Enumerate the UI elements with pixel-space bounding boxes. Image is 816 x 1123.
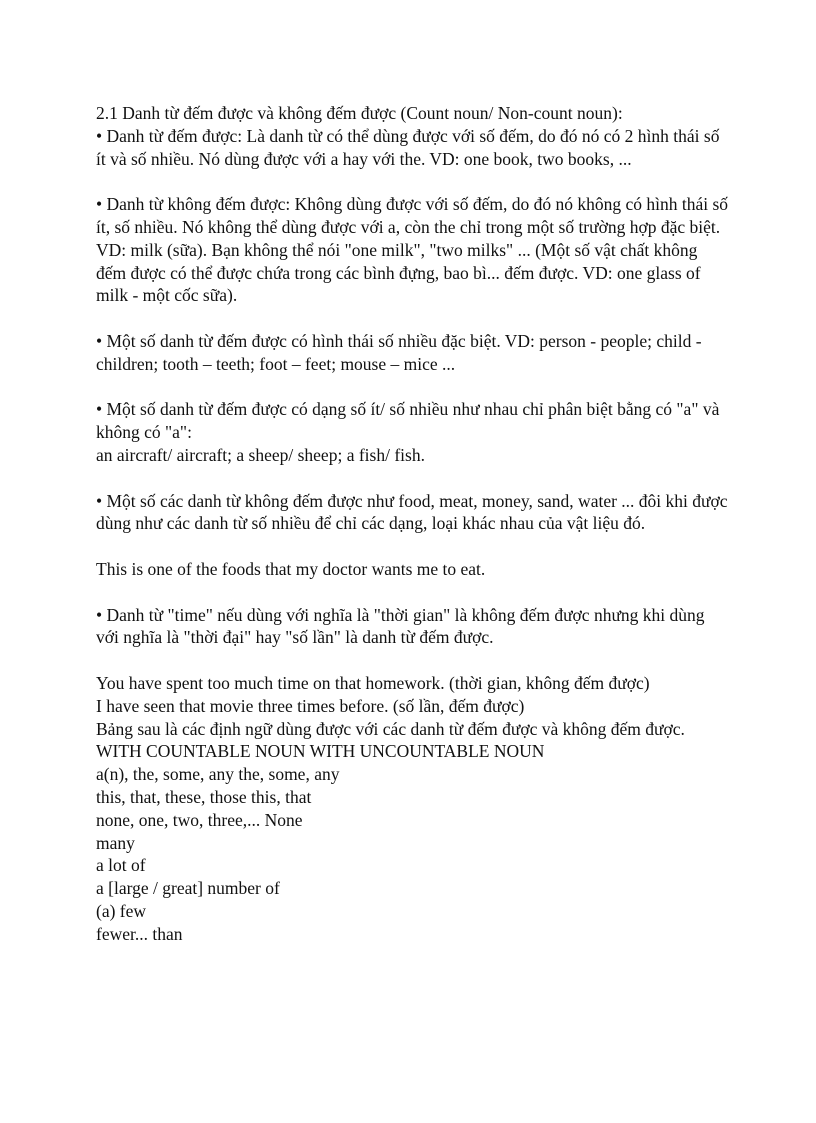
table-row: none, one, two, three,... None (96, 809, 303, 830)
paragraph-spacer (96, 307, 728, 330)
table-header: WITH COUNTABLE NOUN WITH UNCOUNTABLE NOUN (96, 741, 545, 762)
paragraph-spacer (96, 467, 728, 490)
table-row: this, that, these, those this, that (96, 786, 312, 807)
paragraph-uncountable-noun: • Danh từ không đếm được: Không dùng được với số đếm, do đó nó không có hình thái số ít, số nhiều. Nó không thể dùng được với a, còn the chỉ trong một số trường hợp đặc biệt. VD: milk (sữa). Bạn không thể nói "one milk", "two milks" ... (Một số vật chất không đếm được có thể được chứa trong các bình đựng, bao bì... đếm được. VD: one glass of milk - một cốc sữa). (96, 194, 729, 306)
table-row: a [large / great] number of (96, 878, 280, 899)
paragraph-spacer (96, 376, 728, 399)
paragraph-time-noun: • Danh từ "time" nếu dùng với nghĩa là "thời gian" là không đếm được nhưng khi dùng với nghĩa là "thời đại" hay "số lần" là danh từ đếm được. (96, 604, 705, 648)
table-row: a(n), the, some, any the, some, any (96, 764, 340, 785)
paragraph-spacer (96, 170, 728, 193)
example-sentence-foods: This is one of the foods that my doctor wants me to eat. (96, 558, 486, 579)
example-sentence-time-1: You have spent too much time on that homework. (thời gian, không đếm được) (96, 672, 650, 693)
document-page (96, 102, 728, 945)
paragraph-spacer (96, 535, 728, 558)
section-heading: 2.1 Danh từ đếm được và không đếm được (Count noun/ Non-count noun): (96, 103, 623, 123)
paragraph-countable-noun: • Danh từ đếm được: Là danh từ có thể dùng được với số đếm, do đó nó có 2 hình thái số ít và số nhiều. Nó dùng được với a hay với the. VD: one book, two books, ... (96, 125, 720, 169)
paragraph-same-form-examples: an aircraft/ aircraft; a sheep/ sheep; a fish/ fish. (96, 444, 425, 465)
paragraph-uncountable-plural-use: • Một số các danh từ không đếm được như food, meat, money, sand, water ... đôi khi được dùng như các danh từ số nhiều để chỉ các dạng, loại khác nhau của vật liệu đó. (96, 490, 728, 534)
table-row: (a) few (96, 900, 147, 921)
table-row: a lot of (96, 855, 146, 876)
table-row: fewer... than (96, 923, 183, 944)
example-sentence-time-2: I have seen that movie three times before. (số lần, đếm được) (96, 695, 525, 716)
paragraph-same-form: • Một số danh từ đếm được có dạng số ít/ số nhiều như nhau chỉ phân biệt bằng có "a" và không có "a": (96, 399, 720, 443)
paragraph-spacer (96, 649, 728, 672)
paragraph-irregular-plural: • Một số danh từ đếm được có hình thái số nhiều đặc biệt. VD: person - people; child - children; tooth – teeth; foot – feet; mouse – mice ... (96, 330, 702, 374)
table-row: many (96, 832, 135, 853)
table-intro: Bảng sau là các định ngữ dùng được với các danh từ đếm được và không đếm được. (96, 718, 685, 739)
paragraph-spacer (96, 581, 728, 604)
